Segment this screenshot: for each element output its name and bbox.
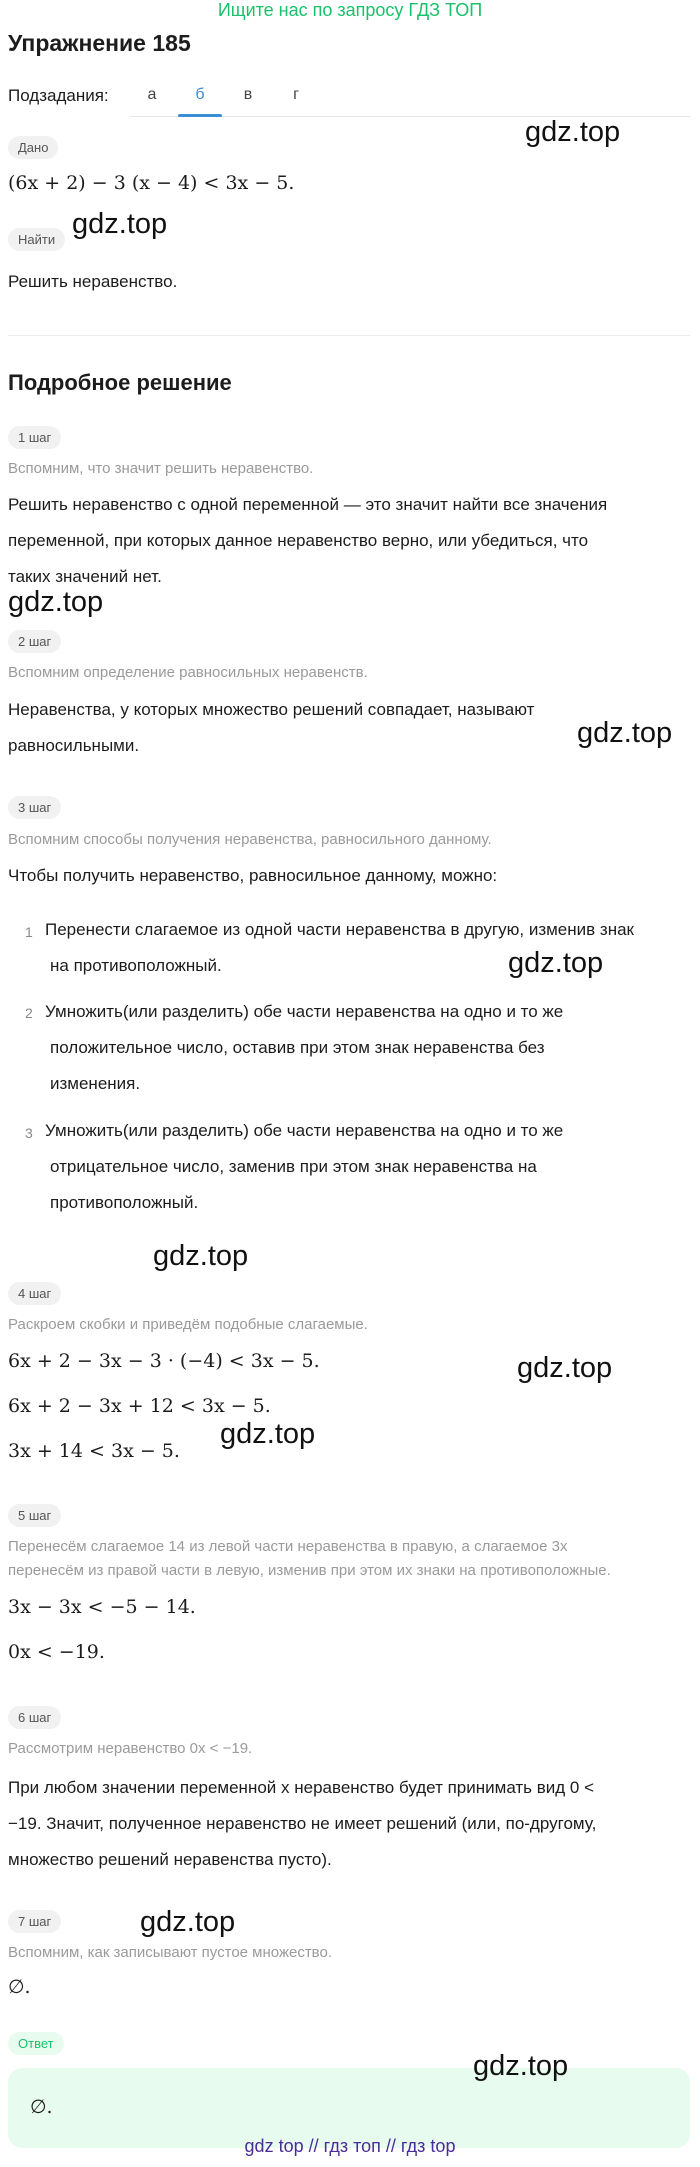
list-item-line: положительное число, оставив при этом знак неравенства без	[50, 1038, 545, 1057]
watermark: gdz.top	[473, 2050, 569, 2082]
tab-b[interactable]: б	[195, 86, 205, 103]
step-4-hint: Раскроем скобки и приведём подобные слагаемые.	[8, 1316, 368, 1333]
answer-pill: Ответ	[8, 2032, 64, 2055]
list-item-line: Умножить(или разделить) обе части неравенства на одно и то же	[45, 1002, 564, 1021]
watermark: gdz.top	[508, 947, 604, 979]
tab-g[interactable]: г	[293, 86, 299, 103]
list-item-line: на противоположный.	[50, 956, 222, 975]
watermark: gdz.top	[220, 1418, 316, 1450]
step-5-hint: перенесём из правой части в левую, изменив при этом их знаки на противоположные.	[8, 1562, 611, 1579]
divider	[8, 335, 690, 336]
step-3-intro: Чтобы получить неравенство, равносильное данному, можно:	[8, 866, 498, 885]
active-tab-indicator	[178, 114, 222, 117]
list-item-line: противоположный.	[50, 1193, 199, 1212]
step-4-pill: 4 шаг	[8, 1282, 61, 1305]
given-math: (6x + 2) − 3 (x − 4) < 3x − 5.	[8, 172, 295, 194]
watermark: gdz.top	[72, 208, 168, 240]
subtask-tabs	[130, 76, 690, 117]
step-3-hint: Вспомним способы получения неравенства, равносильного данному.	[8, 831, 492, 848]
find-pill: Найти	[8, 228, 65, 251]
tab-a[interactable]: а	[147, 86, 157, 103]
footer-links: gdz top // гдз топ // гдз top	[244, 2136, 456, 2156]
step-5-math: 0x < −19.	[8, 1641, 105, 1663]
page-title: Упражнение 185	[8, 30, 191, 56]
step-7-math: ∅.	[8, 1976, 31, 1998]
watermark: gdz.top	[525, 116, 621, 148]
step-1-hint: Вспомним, что значит решить неравенство.	[8, 460, 314, 477]
watermark: gdz.top	[8, 586, 104, 618]
list-item-line: Перенести слагаемое из одной части неравенства в другую, изменив знак	[45, 920, 634, 939]
step-6-line: −19. Значит, полученное неравенство не имеет решений (или, по-другому,	[8, 1814, 597, 1833]
step-2-hint: Вспомним определение равносильных неравенств.	[8, 664, 368, 681]
subtasks-label: Подзадания:	[8, 86, 109, 105]
solution-title: Подробное решение	[8, 370, 232, 395]
step-7-hint: Вспомним, как записывают пустое множество.	[8, 1944, 332, 1961]
step-2-line: равносильными.	[8, 736, 140, 755]
list-number: 2	[25, 1005, 33, 1021]
watermark: gdz.top	[140, 1906, 236, 1938]
step-4-math: 6x + 2 − 3x − 3 · (−4) < 3x − 5.	[8, 1350, 320, 1372]
step-5-pill: 5 шаг	[8, 1504, 61, 1527]
list-number: 1	[25, 924, 33, 940]
step-1-line: переменной, при которых данное неравенство верно, или убедиться, что	[8, 531, 589, 550]
watermark: gdz.top	[577, 717, 673, 749]
search-banner: Ищите нас по запросу ГДЗ ТОП	[217, 0, 483, 20]
answer-math: ∅.	[30, 2096, 53, 2118]
step-1-line: таких значений нет.	[8, 567, 162, 586]
step-6-pill: 6 шаг	[8, 1706, 61, 1729]
step-2-pill: 2 шаг	[8, 630, 61, 653]
step-3-pill: 3 шаг	[8, 796, 61, 819]
tab-v[interactable]: в	[243, 86, 253, 103]
step-1-line: Решить неравенство с одной переменной — это значит найти все значения	[8, 495, 608, 514]
list-number: 3	[25, 1125, 33, 1141]
step-2-line: Неравенства, у которых множество решений совпадает, называют	[8, 700, 535, 719]
step-5-math: 3x − 3x < −5 − 14.	[8, 1596, 196, 1618]
step-6-line: При любом значении переменной x неравенство будет принимать вид 0 <	[8, 1778, 595, 1797]
given-pill: Дано	[8, 136, 58, 159]
step-6-hint: Рассмотрим неравенство 0x < −19.	[8, 1740, 253, 1757]
find-text: Решить неравенство.	[8, 272, 178, 291]
step-6-line: множество решений неравенства пусто).	[8, 1850, 332, 1869]
step-7-pill: 7 шаг	[8, 1910, 61, 1933]
list-item-line: Умножить(или разделить) обе части неравенства на одно и то же	[45, 1121, 564, 1140]
step-5-hint: Перенесём слагаемое 14 из левой части неравенства в правую, а слагаемое 3x	[8, 1538, 568, 1555]
watermark: gdz.top	[153, 1240, 249, 1272]
watermark: gdz.top	[517, 1352, 613, 1384]
step-1-pill: 1 шаг	[8, 426, 61, 449]
list-item-line: отрицательное число, заменив при этом знак неравенства на	[50, 1157, 537, 1176]
list-item-line: изменения.	[50, 1074, 141, 1093]
step-4-math: 3x + 14 < 3x − 5.	[8, 1440, 180, 1462]
step-4-math: 6x + 2 − 3x + 12 < 3x − 5.	[8, 1395, 271, 1417]
